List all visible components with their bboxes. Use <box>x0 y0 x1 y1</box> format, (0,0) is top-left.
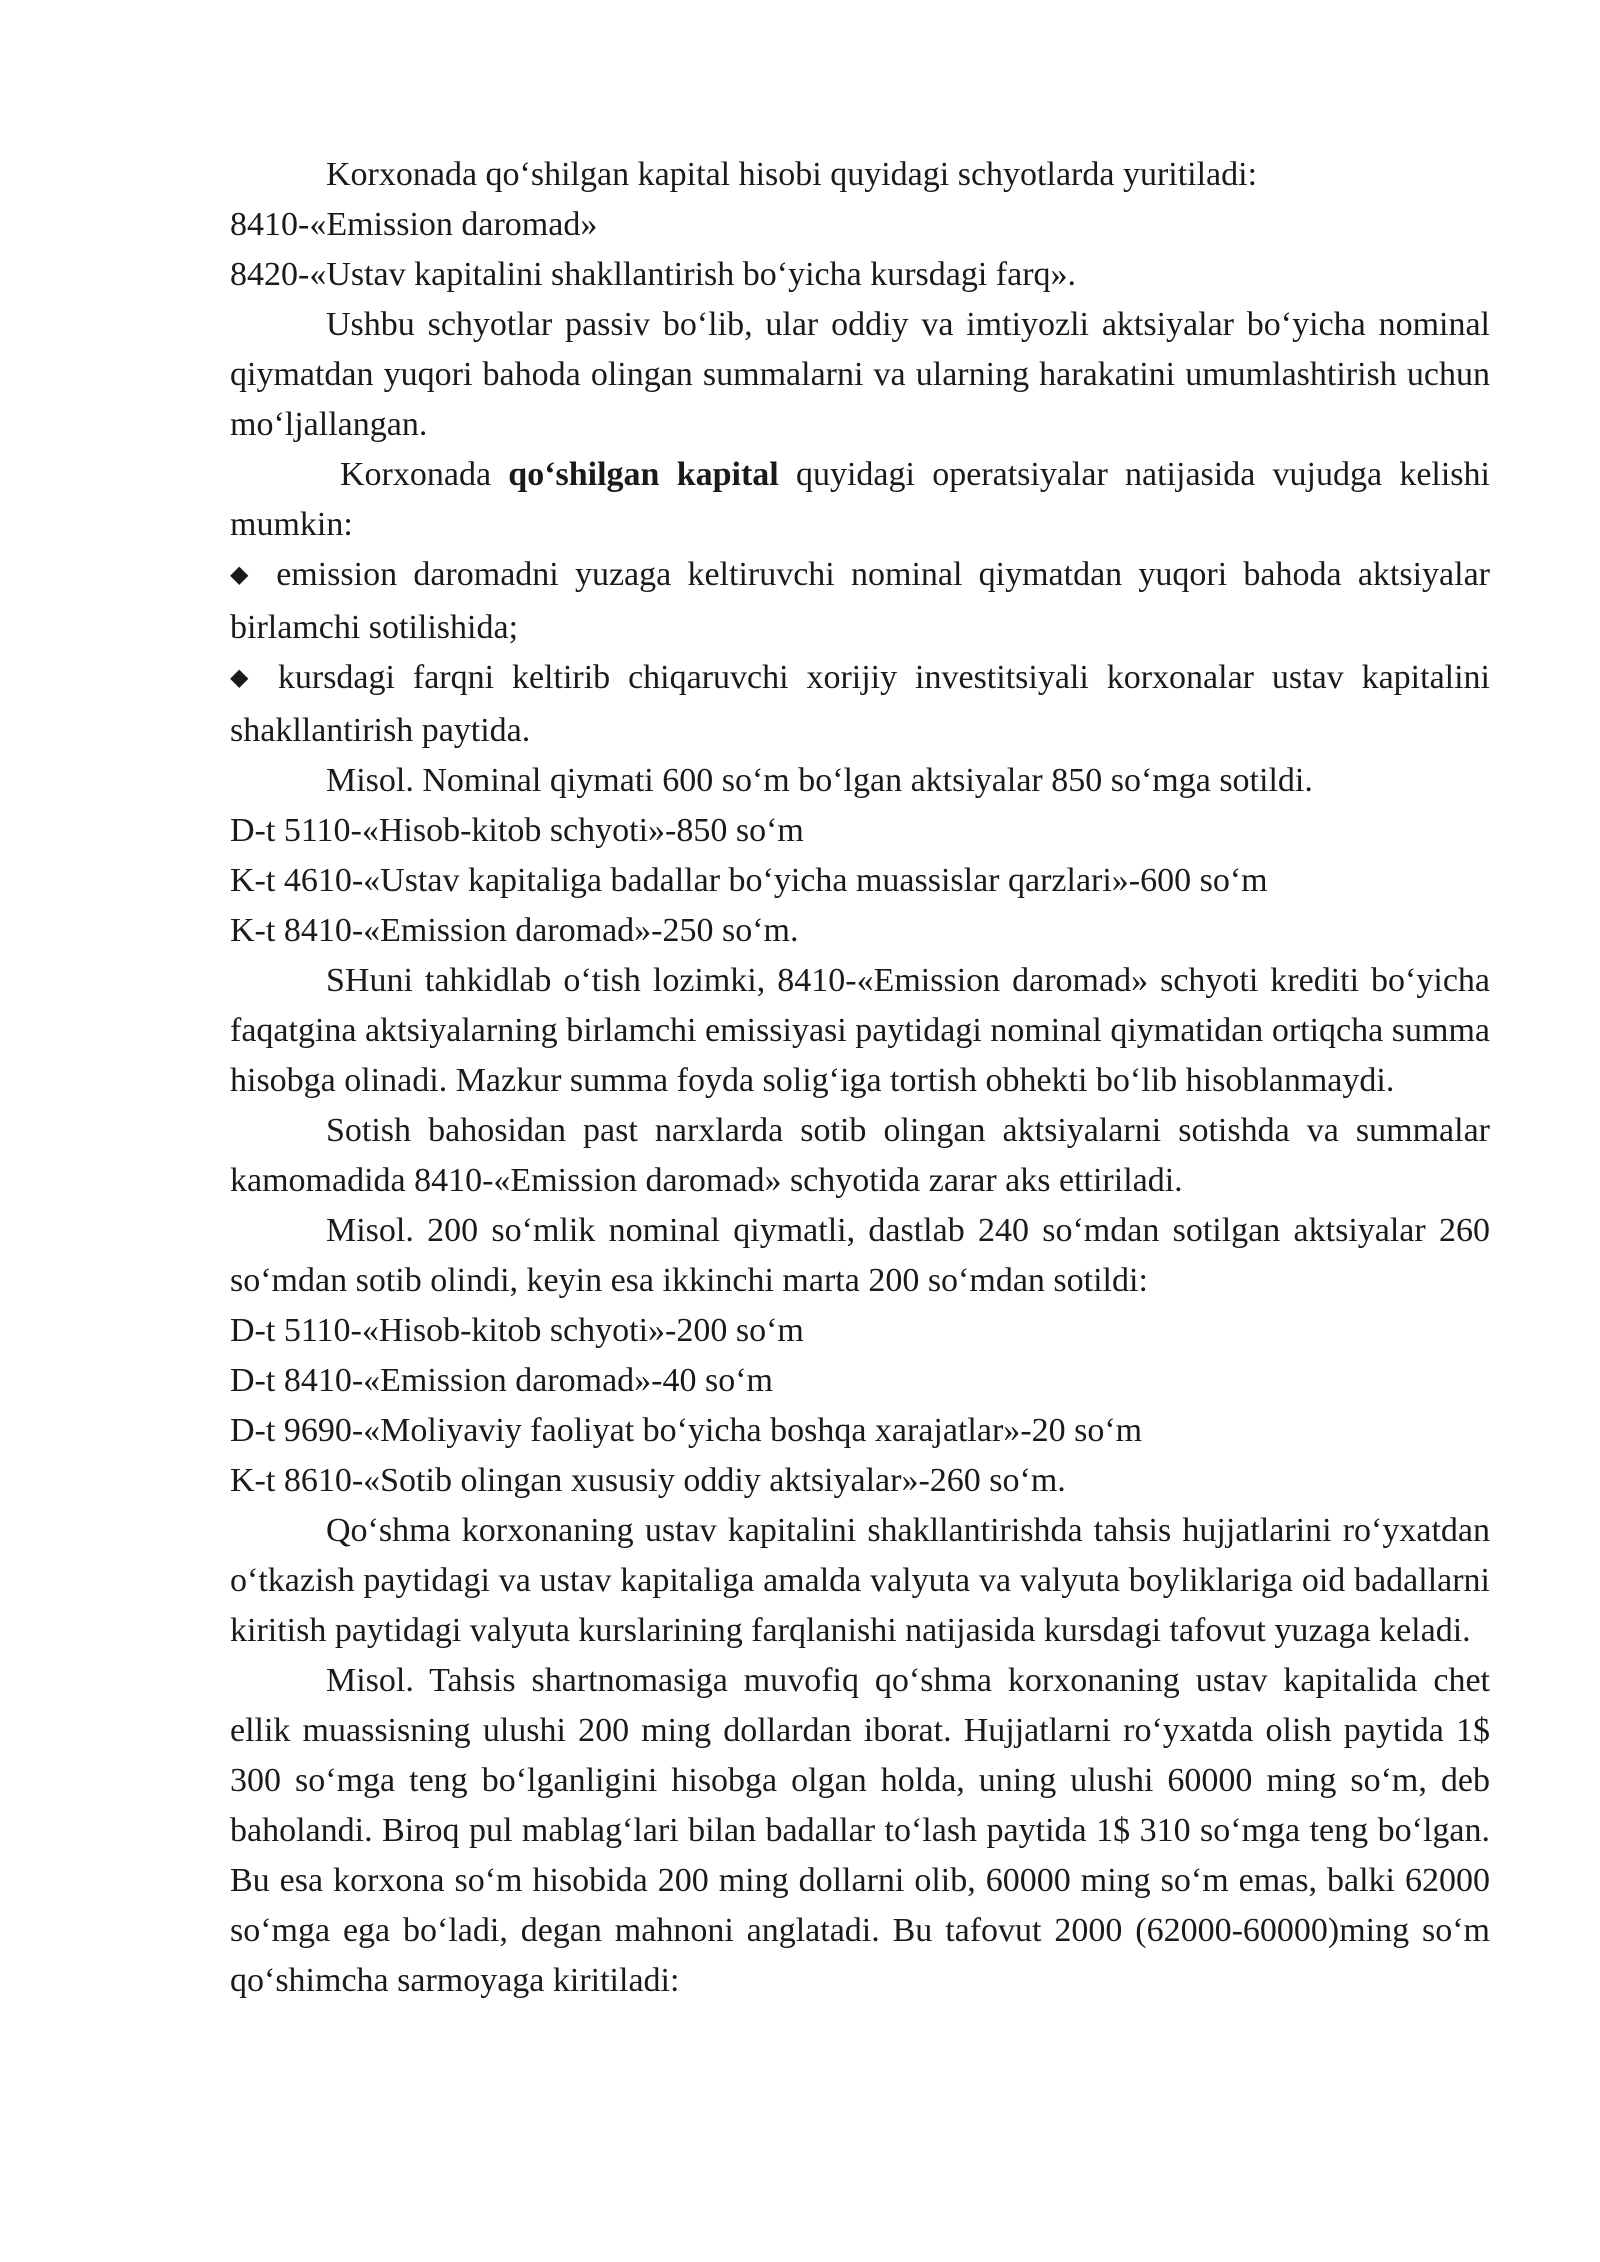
paragraph-intro: Korxonada qo‘shilgan kapital hisobi quyidagi schyotlarda yuritiladi: <box>326 156 1258 193</box>
diamond-bullet-icon: ◆ <box>230 665 258 691</box>
entry-line: K-t 4610-«Ustav kapitaliga badallar bo‘yicha muassislar qarzlari»-600 so‘m <box>230 862 1268 899</box>
entry-line: K-t 8410-«Emission daromad»-250 so‘m. <box>230 912 799 949</box>
document-page <box>230 150 1490 2006</box>
example-1-title: Misol. Nominal qiymati 600 so‘m bo‘lgan aktsiyalar 850 so‘mga sotildi. <box>326 762 1313 799</box>
paragraph-passive-accounts: Ushbu schyotlar passiv bo‘lib, ular oddiy va imtiyozli aktsiyalar bo‘yicha nominal qiymatdan yuqori bahoda olingan summalarni va ularning harakatini umumlashtirish uchun mo‘ljallangan. <box>230 306 1490 443</box>
bullet-item-2-text: kursdagi farqni keltirib chiqaruvchi xorijiy investitsiyali korxonalar ustav kapitalini shakllantirish paytida. <box>230 659 1490 749</box>
account-line-8420: 8420-«Ustav kapitalini shakllantirish bo‘yicha kursdagi farq». <box>230 256 1077 293</box>
paragraph-note: SHuni tahkidlab o‘tish lozimki, 8410-«Emission daromad» schyoti krediti bo‘yicha faqatgina aktsiyalarning birlamchi emissiyasi paytidagi nominal qiymatidan ortiqcha summa hisobga olinadi. Mazkur summa foyda solig‘iga tortish obhekti bo‘lib hisoblanmaydi. <box>230 962 1490 1099</box>
entry-line: D-t 9690-«Moliyaviy faoliyat bo‘yicha boshqa xarajatlar»-20 so‘m <box>230 1412 1143 1449</box>
paragraph-operations-end: quyidagi operatsiyalar natijasida vujudga kelishi mumkin: <box>230 456 1490 543</box>
bold-term: qo‘shilgan kapital <box>508 456 779 493</box>
bullet-item-1 <box>230 550 1490 653</box>
entry-line: D-t 8410-«Emission daromad»-40 so‘m <box>230 1362 773 1399</box>
paragraph-operations-start: Korxonada <box>340 456 509 493</box>
account-line-8410: 8410-«Emission daromad» <box>230 206 598 243</box>
entry-line: D-t 5110-«Hisob-kitob schyoti»-850 so‘m <box>230 812 804 849</box>
paragraph-loss: Sotish bahosidan past narxlarda sotib olingan aktsiyalarni sotishda va summalar kamomadida 8410-«Emission daromad» schyotida zarar aks ettiriladi. <box>230 1112 1490 1199</box>
bullet-item-1-text: emission daromadni yuzaga keltiruvchi nominal qiymatdan yuqori bahoda aktsiyalar birlamchi sotilishida; <box>230 556 1490 646</box>
paragraph-joint-venture: Qo‘shma korxonaning ustav kapitalini shakllantirishda tahsis hujjatlarini ro‘yxatdan o‘tkazish paytidagi va ustav kapitaliga amalda valyuta va valyuta boyliklariga oid badallarni kiritish paytidagi valyuta kurslarining farqlanishi natijasida kursdagi tafovut yuzaga keladi. <box>230 1512 1490 1649</box>
paragraph-operations <box>230 450 1490 550</box>
example-2-title: Misol. 200 so‘mlik nominal qiymatli, dastlab 240 so‘mdan sotilgan aktsiyalar 260 so‘mdan sotib olindi, keyin esa ikkinchi marta 200 so‘mdan sotildi: <box>230 1212 1490 1299</box>
diamond-bullet-icon: ◆ <box>230 562 257 588</box>
example-3-text: Misol. Tahsis shartnomasiga muvofiq qo‘shma korxonaning ustav kapitalida chet ellik muassisning ulushi 200 ming dollardan iborat. Hujjatlarni ro‘yxatda olish paytida 1$ 300 so‘mga teng bo‘lganligini hisobga olgan holda, uning ulushi 60000 ming so‘m, deb baholandi. Biroq pul mablag‘lari bilan badallar to‘lash paytida 1$ 310 so‘mga teng bo‘lgan. Bu esa korxona so‘m hisobida 200 ming dollarni olib, 60000 ming so‘m emas, balki 62000 so‘mga ega bo‘ladi, degan mahnoni anglatadi. Bu tafovut 2000 (62000-60000)ming so‘m qo‘shimcha sarmoyaga kiritiladi: <box>230 1662 1490 1999</box>
bullet-item-2 <box>230 653 1490 756</box>
entry-line: D-t 5110-«Hisob-kitob schyoti»-200 so‘m <box>230 1312 804 1349</box>
entry-line: K-t 8610-«Sotib olingan xususiy oddiy aktsiyalar»-260 so‘m. <box>230 1462 1066 1499</box>
